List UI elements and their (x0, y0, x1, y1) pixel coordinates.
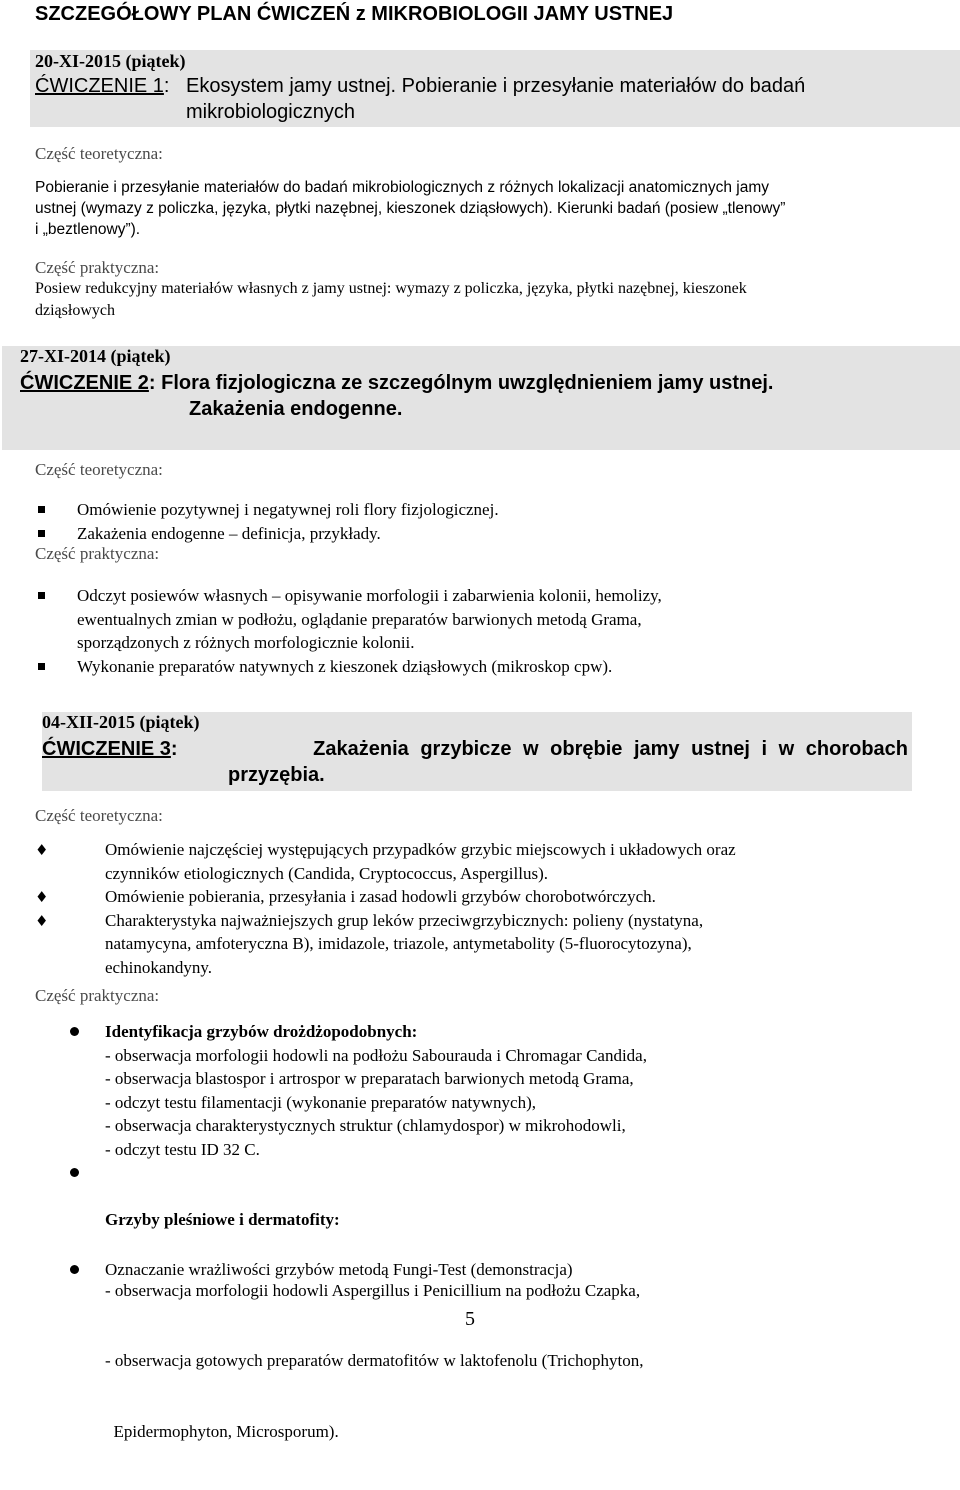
square-bullet-icon (38, 506, 45, 513)
page-number: 5 (465, 1308, 475, 1330)
square-bullet-icon (38, 663, 45, 670)
ex1-theory-heading: Część teoretyczna: (35, 144, 163, 163)
square-bullet-icon (38, 530, 45, 537)
round-bullet-icon (70, 1027, 79, 1036)
ex3-date: 04-XII-2015 (piątek) (42, 712, 200, 732)
ex3-theory-heading: Część teoretyczna: (35, 806, 163, 825)
ex3-practice-heading: Część praktyczna: (35, 986, 160, 1005)
ex1-date: 20-XI-2015 (piątek) (35, 51, 186, 71)
ex2-practice-heading: Część praktyczna: (35, 544, 160, 563)
round-bullet-icon (70, 1265, 79, 1274)
ex3-title-line1: ĆWICZENIE 3: Zakażenia grzybicze w obrębie jamy ustnej i w chorobach (42, 738, 908, 760)
ex1-practice-heading: Część praktyczna: (35, 258, 160, 277)
ex1-label: ĆWICZENIE 1: (35, 75, 170, 97)
diamond-bullet-icon: ♦ (35, 841, 49, 859)
ex2-title-line1: ĆWICZENIE 2: Flora fizjologiczna ze szczególnym uwzględnieniem jamy ustnej. (20, 372, 774, 394)
ex2-date: 27-XI-2014 (piątek) (20, 346, 171, 366)
document-title: SZCZEGÓŁOWY PLAN ĆWICZEŃ z MIKROBIOLOGII JAMY USTNEJ (35, 3, 674, 25)
ex1-title-line1: Ekosystem jamy ustnej. Pobieranie i przesyłanie materiałów do badań (186, 75, 806, 97)
ex2-title-line2: Zakażenia endogenne. (189, 398, 403, 420)
diamond-bullet-icon: ♦ (35, 911, 49, 930)
square-bullet-icon (38, 592, 45, 599)
ex2-theory-heading: Część teoretyczna: (35, 460, 163, 479)
ex1-theory-text: Pobieranie i przesyłanie materiałów do badań mikrobiologicznych z różnych lokalizacji anatomicznych jamy ustnej (wymazy z policzka, języka, płytki nazębnej, kieszonek dziąsłowych). Kierunki badań (posiew „tlenowy” i „beztlenowy”). (35, 179, 786, 238)
ex1-title-line2: mikrobiologicznych (186, 101, 355, 123)
round-bullet-icon (70, 1168, 79, 1177)
ex3-title-line2: przyzębia. (228, 764, 325, 786)
diamond-bullet-icon: ♦ (35, 888, 49, 906)
ex1-practice-text: Posiew redukcyjny materiałów własnych z jamy ustnej: wymazy z policzka, języka, płytki nazębnej, kieszonek dziąsłowych (35, 280, 747, 319)
